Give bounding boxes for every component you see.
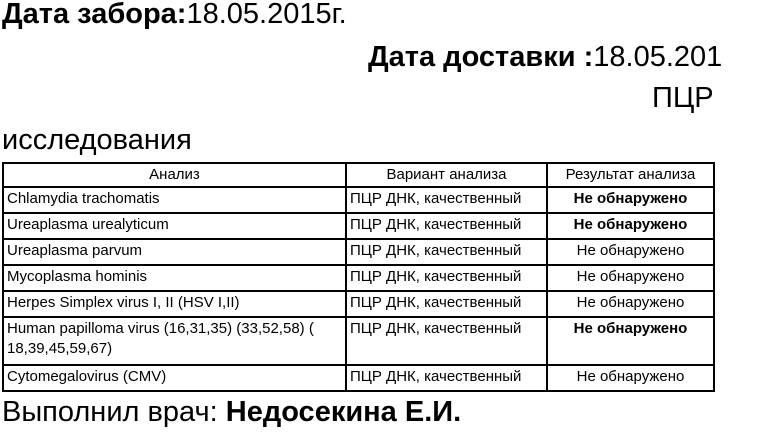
collection-date-value: 18.05.2015г. <box>186 0 347 30</box>
table-header-row <box>3 163 714 187</box>
result-cell: Не обнаружено <box>547 213 714 239</box>
method-label: ПЦР <box>652 82 714 114</box>
column-header-analyte: Анализ <box>3 163 346 187</box>
variant-cell: ПЦР ДНК, качественный <box>346 365 547 391</box>
result-cell: Не обнаружено <box>547 291 714 317</box>
doctor-name: Недосекина Е.И. <box>225 396 462 428</box>
column-header-variant: Вариант анализа <box>346 163 547 187</box>
performed-by-label: Выполнил врач: <box>2 396 226 428</box>
delivery-date-value: 18.05.201 <box>593 41 723 73</box>
result-cell: Не обнаружено <box>547 365 714 391</box>
result-cell: Не обнаружено <box>547 265 714 291</box>
performed-by <box>2 396 461 429</box>
variant-cell: ПЦР ДНК, качественный <box>346 239 547 265</box>
variant-cell: ПЦР ДНК, качественный <box>346 291 547 317</box>
variant-cell: ПЦР ДНК, качественный <box>346 213 547 239</box>
column-header-result: Результат анализа <box>547 163 714 187</box>
delivery-date-label: Дата доставки : <box>368 41 594 73</box>
analyte-cell: Mycoplasma hominis <box>3 265 346 291</box>
result-cell: Не обнаружено <box>547 187 714 213</box>
table-row <box>3 239 714 265</box>
study-label: исследования <box>2 124 192 156</box>
delivery-date <box>368 41 722 74</box>
analyte-cell: Human papilloma virus (16,31,35) (33,52,58) ( 18,39,45,59,67) <box>3 317 346 365</box>
result-cell: Не обнаружено <box>547 317 714 365</box>
collection-date <box>2 0 347 31</box>
analyte-cell: Herpes Simplex virus I, II (HSV I,II) <box>3 291 346 317</box>
variant-cell: ПЦР ДНК, качественный <box>346 265 547 291</box>
table-row <box>3 187 714 213</box>
table-row <box>3 213 714 239</box>
variant-cell: ПЦР ДНК, качественный <box>346 317 547 365</box>
analyte-cell: Cytomegalovirus (CMV) <box>3 365 346 391</box>
table-row <box>3 265 714 291</box>
analyte-cell: Ureaplasma urealyticum <box>3 213 346 239</box>
variant-cell: ПЦР ДНК, качественный <box>346 187 547 213</box>
collection-date-label: Дата забора: <box>2 0 187 30</box>
analyte-cell: Ureaplasma parvum <box>3 239 346 265</box>
result-cell: Не обнаружено <box>547 239 714 265</box>
analyte-cell: Chlamydia trachomatis <box>3 187 346 213</box>
table-row <box>3 365 714 391</box>
results-table <box>2 162 715 392</box>
table-row <box>3 291 714 317</box>
table-row <box>3 317 714 365</box>
